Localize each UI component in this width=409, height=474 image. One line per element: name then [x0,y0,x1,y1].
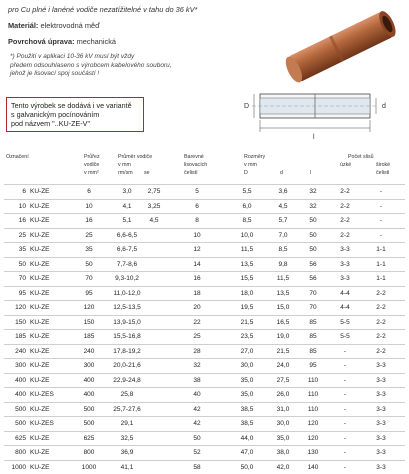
cell-size: 35 [4,246,26,253]
cell-l: 85 [302,348,324,355]
cell-crimps-wide: 3-3 [370,406,392,413]
cell-D: 38,5 [236,420,258,427]
cell-d: 24,0 [272,362,294,369]
cell-d: 26,0 [272,391,294,398]
cell-size: 185 [4,333,26,340]
cell-cross-section: 400 [74,391,104,398]
cell-diameter: 25,7-27,6 [112,406,142,413]
cell-D: 18,0 [236,290,258,297]
cell-crimps-wide: 2-2 [370,319,392,326]
cell-l: 120 [302,435,324,442]
header-pocet-3: široké [376,162,390,169]
table-row [4,373,405,388]
cell-die: 6 [182,203,212,210]
cell-crimps-wide: - [370,232,392,239]
cell-cross-section: 1000 [74,464,104,471]
cell-die: 18 [182,290,212,297]
material-line [8,21,258,31]
header-l: l [310,170,311,177]
cell-crimps-narrow: 2-2 [334,217,356,224]
cell-D: 5,5 [236,188,258,195]
cell-crimps-wide: 3-3 [370,464,392,471]
header-pocet-4: čelisti [376,170,389,177]
cell-cross-section: 500 [74,406,104,413]
cell-crimps-narrow: 2-2 [334,188,356,195]
cell-D: 21,5 [236,319,258,326]
cell-crimps-wide: 3-3 [370,449,392,456]
cell-cross-section: 16 [74,217,104,224]
table-row [4,184,405,199]
header-pocet-2: úzké [340,162,351,169]
cell-type: KU-ZE [30,406,70,413]
cell-cross-section: 10 [74,203,104,210]
cell-die: 10 [182,232,212,239]
table-row [4,213,405,228]
cell-l: 70 [302,290,324,297]
cell-diameter: 3,0 [112,188,142,195]
cell-diameter: 6,6-7,5 [112,246,142,253]
cell-die: 52 [182,449,212,456]
cell-D: 11,5 [236,246,258,253]
cell-diameter: 13,9-15,0 [112,319,142,326]
table-row [4,315,405,330]
cell-type: KU-ZE [30,188,70,195]
cell-type: KU-ZE [30,304,70,311]
cell-d: 13,5 [272,290,294,297]
cell-cross-section: 240 [74,348,104,355]
cell-diameter: 36,9 [112,449,142,456]
cell-crimps-wide: - [370,188,392,195]
cell-d: 38,0 [272,449,294,456]
cell-D: 23,5 [236,333,258,340]
cell-die: 5 [182,188,212,195]
cell-cross-section: 150 [74,319,104,326]
cell-cross-section: 800 [74,449,104,456]
cell-size: 25 [4,232,26,239]
cell-l: 50 [302,246,324,253]
dimension-diagram [232,88,404,143]
cell-size: 625 [4,435,26,442]
cell-crimps-narrow: 3-3 [334,275,356,282]
header-prurez-3: v mm² [84,170,99,177]
cell-die: 20 [182,304,212,311]
cell-D: 13,5 [236,261,258,268]
cell-crimps-narrow: - [334,420,356,427]
cell-cross-section: 185 [74,333,104,340]
cell-size: 400 [4,377,26,384]
table-row [4,402,405,417]
note-line: jehož je lisovací spoj součástí ! [10,70,258,79]
table-row [4,344,405,359]
cell-crimps-narrow: 3-3 [334,261,356,268]
cell-crimps-wide: 1-1 [370,275,392,282]
cell-cross-section: 50 [74,261,104,268]
cell-crimps-narrow: 5-5 [334,333,356,340]
cell-l: 50 [302,232,324,239]
cell-die: 32 [182,362,212,369]
cell-crimps-wide: 1-1 [370,246,392,253]
note-line: *) Použití v aplikaci 10-36 kV musí být vždy [10,53,258,62]
cell-l: 56 [302,261,324,268]
cell-l: 56 [302,275,324,282]
product-photo [280,4,405,86]
header-barevne-1: Barevné [184,154,204,161]
cell-die: 12 [182,246,212,253]
cell-crimps-wide: 2-2 [370,304,392,311]
header-d: d [280,170,283,177]
cell-cross-section: 625 [74,435,104,442]
cell-diameter: 22,9-24,8 [112,377,142,384]
cell-die: 42 [182,406,212,413]
cell-crimps-narrow: 4-4 [334,304,356,311]
cell-die: 50 [182,435,212,442]
cell-crimps-wide: 3-3 [370,362,392,369]
table-row [4,300,405,315]
cell-crimps-wide: 2-2 [370,348,392,355]
cell-diameter: 12,5-13,5 [112,304,142,311]
specification-table [4,150,405,474]
cell-d: 8,5 [272,246,294,253]
header-oznaceni: Označení [6,154,29,161]
cell-l: 110 [302,377,324,384]
cell-crimps-wide: 3-3 [370,420,392,427]
cell-d: 7,0 [272,232,294,239]
cell-crimps-wide: 3-3 [370,391,392,398]
cell-type: KU-ZE [30,217,70,224]
cell-crimps-narrow: 3-3 [334,246,356,253]
notice-line: pod názvem "..KU-ZE-V" [11,119,139,128]
cell-crimps-wide: 3-3 [370,377,392,384]
cell-l: 110 [302,391,324,398]
cell-cross-section: 6 [74,188,104,195]
cell-crimps-wide: - [370,217,392,224]
cell-die: 8 [182,217,212,224]
cell-d: 3,6 [272,188,294,195]
cell-crimps-narrow: - [334,435,356,442]
cell-diameter-se: 2,75 [144,188,164,195]
surface-label: Povrchová úprava: [8,37,75,46]
cell-diameter: 7,7-8,6 [112,261,142,268]
cell-D: 6,0 [236,203,258,210]
cell-size: 10 [4,203,26,210]
cell-type: KU-ZE [30,319,70,326]
cell-size: 500 [4,406,26,413]
material-label: Materiál: [8,21,38,30]
cell-type: KU-ZE [30,362,70,369]
product-description [8,5,258,79]
cell-l: 50 [302,217,324,224]
cell-diameter: 15,5-16,8 [112,333,142,340]
table-body [4,184,405,474]
cell-crimps-narrow: - [334,449,356,456]
cell-die: 58 [182,464,212,471]
label-D: D [244,103,249,110]
cell-l: 110 [302,406,324,413]
cell-d: 30,0 [272,420,294,427]
cell-diameter: 11,0-12,0 [112,290,142,297]
cell-d: 16,5 [272,319,294,326]
header-pocet-1: Počet slisů [348,154,374,161]
cell-size: 240 [4,348,26,355]
cell-crimps-wide: - [370,203,392,210]
cell-type: KU-ZES [30,420,70,427]
cell-D: 35,0 [236,377,258,384]
cell-crimps-narrow: 5-5 [334,319,356,326]
cell-size: 95 [4,290,26,297]
cell-size: 16 [4,217,26,224]
table-row [4,199,405,214]
cell-l: 140 [302,464,324,471]
table-row [4,242,405,257]
table-row [4,416,405,431]
cell-die: 40 [182,391,212,398]
cell-D: 10,0 [236,232,258,239]
cell-type: KU-ZES [30,391,70,398]
cell-die: 28 [182,348,212,355]
cell-D: 8,5 [236,217,258,224]
cell-l: 85 [302,319,324,326]
cell-crimps-wide: 1-1 [370,261,392,268]
table-header [4,150,405,184]
header-prurez-1: Průřez [84,154,100,161]
cell-crimps-narrow: - [334,464,356,471]
cell-d: 21,5 [272,348,294,355]
cell-size: 800 [4,449,26,456]
cell-diameter: 41,1 [112,464,142,471]
cell-cross-section: 95 [74,290,104,297]
header-rozmery-1: Rozměry [244,154,265,161]
cell-die: 25 [182,333,212,340]
cell-size: 150 [4,319,26,326]
cell-crimps-narrow: - [334,391,356,398]
cell-crimps-wide: 2-2 [370,290,392,297]
cell-d: 31,0 [272,406,294,413]
cell-cross-section: 120 [74,304,104,311]
cell-crimps-narrow: - [334,406,356,413]
cell-size: 70 [4,275,26,282]
cell-diameter: 29,1 [112,420,142,427]
cell-size: 120 [4,304,26,311]
cell-l: 70 [302,304,324,311]
surface-value: mechanická [77,37,116,46]
usage-line: pro Cu plné i lanéné vodiče nezatížitelné v tahu do 36 kV* [8,5,258,15]
cell-type: KU-ZE [30,464,70,471]
cell-diameter-se: 4,5 [144,217,164,224]
cell-type: KU-ZE [30,348,70,355]
cell-die: 42 [182,420,212,427]
cell-cross-section: 70 [74,275,104,282]
cell-type: KU-ZE [30,246,70,253]
table-row [4,358,405,373]
cell-cross-section: 25 [74,232,104,239]
cell-type: KU-ZE [30,261,70,268]
cell-D: 50,0 [236,464,258,471]
cell-size: 1000 [4,464,26,471]
header-prumer-4: se [144,170,150,177]
cell-crimps-narrow: 4-4 [334,290,356,297]
cell-crimps-wide: 2-2 [370,333,392,340]
label-d: d [382,103,386,110]
cell-type: KU-ZE [30,449,70,456]
cell-crimps-narrow: - [334,377,356,384]
cell-crimps-narrow: 2-2 [334,232,356,239]
cell-cross-section: 300 [74,362,104,369]
cell-crimps-wide: 3-3 [370,435,392,442]
cell-l: 32 [302,188,324,195]
cell-die: 14 [182,261,212,268]
cell-diameter: 4,1 [112,203,142,210]
cell-diameter: 5,1 [112,217,142,224]
table-row [4,286,405,301]
table-row [4,460,405,474]
cell-d: 35,0 [272,435,294,442]
cell-type: KU-ZE [30,333,70,340]
cell-diameter: 25,8 [112,391,142,398]
cell-diameter: 20,0-21,6 [112,362,142,369]
header-prumer-2: v mm [118,162,131,169]
cell-l: 120 [302,420,324,427]
cell-crimps-narrow: - [334,348,356,355]
cell-d: 4,5 [272,203,294,210]
header-barevne-3: čelistí [184,170,198,177]
cell-cross-section: 400 [74,377,104,384]
header-rozmery-2: v mm [244,162,257,169]
cell-size: 6 [4,188,26,195]
cell-cross-section: 500 [74,420,104,427]
cell-D: 47,0 [236,449,258,456]
table-row [4,387,405,402]
note-line: předem odsouhlaseno s výrobcem kabelového souboru, [10,62,258,71]
cell-D: 15,5 [236,275,258,282]
cell-l: 32 [302,203,324,210]
cell-die: 16 [182,275,212,282]
surface-line [8,37,258,47]
header-prumer-1: Průměr vodiče [118,154,152,161]
cell-d: 15,0 [272,304,294,311]
variant-notice-box [6,97,144,132]
cell-D: 30,0 [236,362,258,369]
cell-crimps-narrow: - [334,362,356,369]
cell-die: 22 [182,319,212,326]
cell-type: KU-ZE [30,275,70,282]
cell-size: 500 [4,420,26,427]
header-prumer-3: rm/sm [118,170,133,177]
cell-crimps-narrow: 2-2 [334,203,356,210]
cell-cross-section: 35 [74,246,104,253]
material-value: elektrovodná měď [40,21,99,30]
header-D: D [244,170,248,177]
cell-diameter: 9,3-10,2 [112,275,142,282]
cell-diameter: 17,8-19,2 [112,348,142,355]
cell-l: 130 [302,449,324,456]
cell-diameter: 6,6-6,5 [112,232,142,239]
cell-D: 27,0 [236,348,258,355]
header-prurez-2: vodiče [84,162,99,169]
notice-line: s galvanickým pocínováním [11,110,139,119]
usage-note [8,53,258,79]
cell-D: 19,5 [236,304,258,311]
cell-D: 38,5 [236,406,258,413]
table-row [4,257,405,272]
cell-d: 27,5 [272,377,294,384]
cell-size: 50 [4,261,26,268]
cell-d: 5,7 [272,217,294,224]
cell-type: KU-ZE [30,435,70,442]
table-row [4,445,405,460]
cell-D: 44,0 [236,435,258,442]
cell-d: 42,0 [272,464,294,471]
cell-l: 85 [302,333,324,340]
table-row [4,329,405,344]
table-row [4,271,405,286]
cell-l: 95 [302,362,324,369]
cell-size: 400 [4,391,26,398]
cell-type: KU-ZE [30,232,70,239]
cell-type: KU-ZE [30,203,70,210]
cell-type: KU-ZE [30,377,70,384]
table-row [4,228,405,243]
cell-diameter: 32,5 [112,435,142,442]
cell-D: 35,0 [236,391,258,398]
notice-line: Tento výrobek se dodává i ve variantě [11,101,139,110]
cell-size: 300 [4,362,26,369]
cell-diameter-se: 3,25 [144,203,164,210]
cell-type: KU-ZE [30,290,70,297]
label-l: l [313,134,315,141]
cell-d: 11,5 [272,275,294,282]
cell-d: 9,8 [272,261,294,268]
cell-d: 19,0 [272,333,294,340]
header-barevne-2: lisovacích [184,162,207,169]
cell-die: 38 [182,377,212,384]
